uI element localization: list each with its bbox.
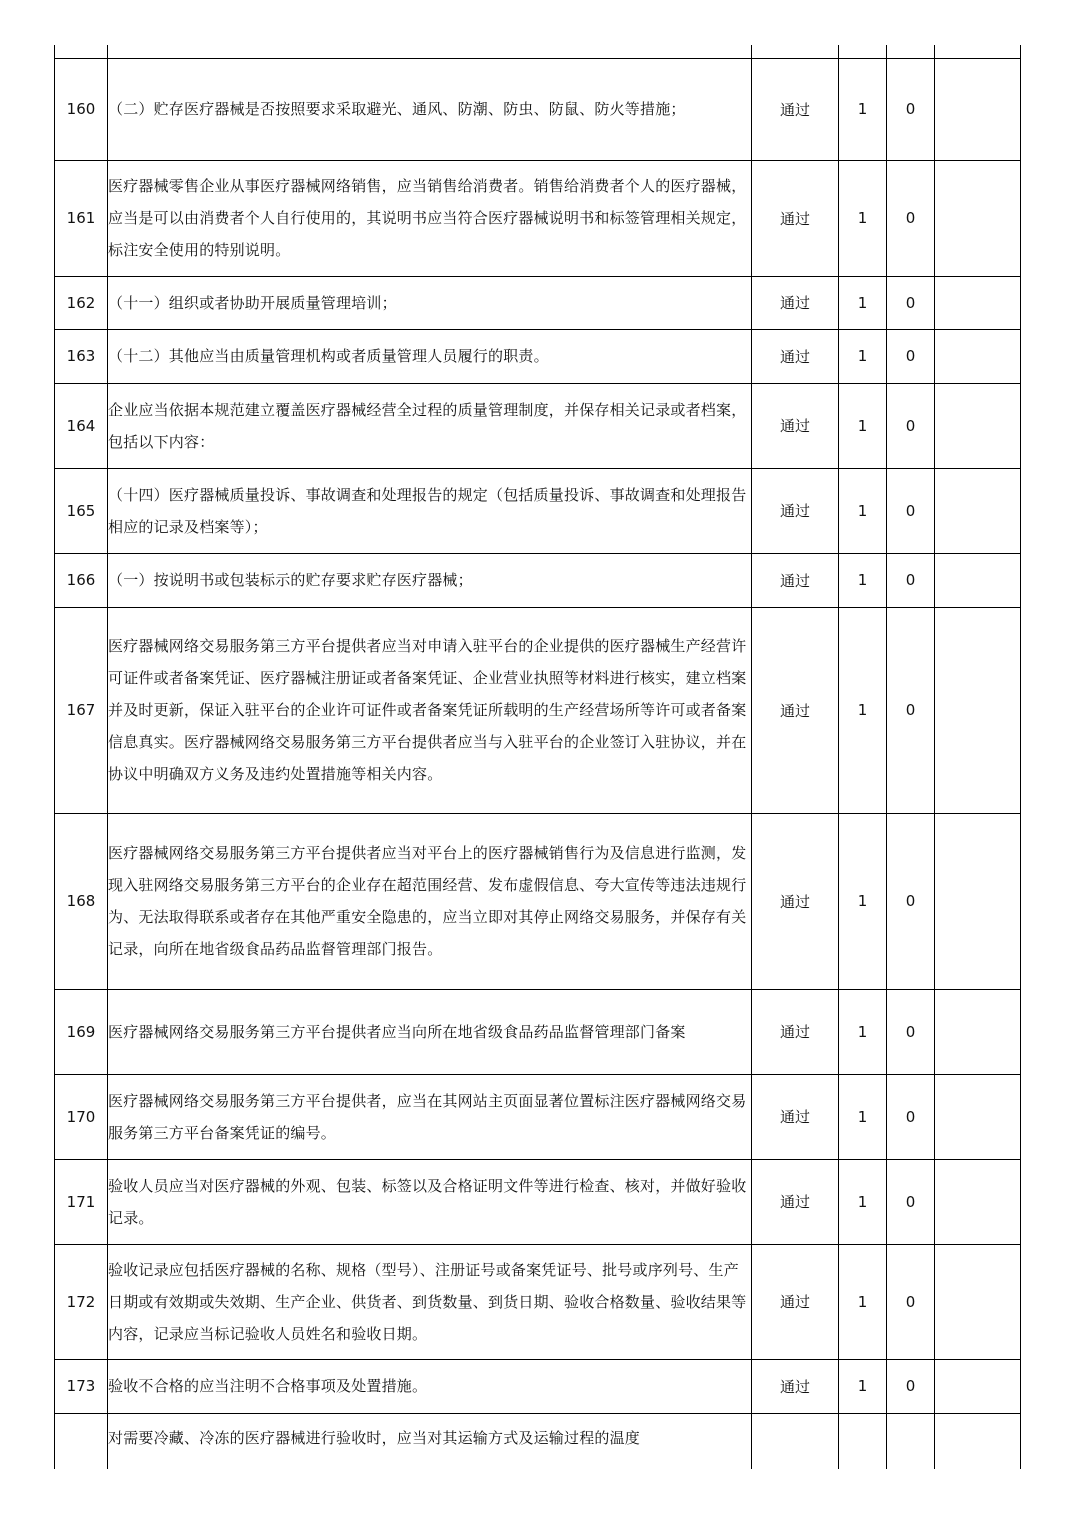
table-row [55, 989, 1021, 1074]
row-result: 通过 [752, 1244, 839, 1359]
row-text: 对需要冷藏、冷冻的医疗器械进行验收时，应当对其运输方式及运输过程的温度 [108, 1413, 752, 1469]
row-deduct: 0 [887, 468, 935, 553]
row-number: 164 [55, 383, 108, 468]
stub-cell [935, 45, 1021, 58]
table-row [55, 383, 1021, 468]
row-note [935, 160, 1021, 276]
row-number: 170 [55, 1074, 108, 1159]
row-note [935, 58, 1021, 160]
table-row [55, 1359, 1021, 1413]
row-text: 医疗器械网络交易服务第三方平台提供者，应当在其网站主页面显著位置标注医疗器械网络交易服务第三方平台备案凭证的编号。 [108, 1074, 752, 1159]
row-note [935, 989, 1021, 1074]
row-deduct [887, 1413, 935, 1469]
row-result: 通过 [752, 276, 839, 329]
stub-cell [108, 45, 752, 58]
row-result: 通过 [752, 329, 839, 383]
row-text: 医疗器械网络交易服务第三方平台提供者应当向所在地省级食品药品监督管理部门备案 [108, 989, 752, 1074]
row-text: 企业应当依据本规范建立覆盖医疗器械经营全过程的质量管理制度，并保存相关记录或者档案，包括以下内容： [108, 383, 752, 468]
row-result: 通过 [752, 383, 839, 468]
row-text: 医疗器械网络交易服务第三方平台提供者应当对平台上的医疗器械销售行为及信息进行监测，发现入驻网络交易服务第三方平台的企业存在超范围经营、发布虚假信息、夸大宣传等违法违规行为、无法取得联系或者存在其他严重安全隐患的，应当立即对其停止网络交易服务，并保存有关记录，向所在地省级食品药品监督管理部门报告。 [108, 813, 752, 989]
row-result: 通过 [752, 1159, 839, 1244]
row-deduct: 0 [887, 1359, 935, 1413]
row-deduct: 0 [887, 1074, 935, 1159]
row-note [935, 329, 1021, 383]
row-number: 168 [55, 813, 108, 989]
row-deduct: 0 [887, 276, 935, 329]
stub-cell [752, 45, 839, 58]
row-text: （二）贮存医疗器械是否按照要求采取避光、通风、防潮、防虫、防鼠、防火等措施； [108, 58, 752, 160]
row-result [752, 1413, 839, 1469]
row-number: 171 [55, 1159, 108, 1244]
row-result: 通过 [752, 1074, 839, 1159]
row-note [935, 1413, 1021, 1469]
row-score: 1 [839, 1159, 887, 1244]
row-text: （一）按说明书或包装标示的贮存要求贮存医疗器械； [108, 553, 752, 607]
row-deduct: 0 [887, 553, 935, 607]
row-note [935, 468, 1021, 553]
row-note [935, 813, 1021, 989]
row-score: 1 [839, 329, 887, 383]
row-score: 1 [839, 989, 887, 1074]
row-number: 161 [55, 160, 108, 276]
row-result: 通过 [752, 160, 839, 276]
row-number: 166 [55, 553, 108, 607]
table-row [55, 1159, 1021, 1244]
row-deduct: 0 [887, 383, 935, 468]
row-result: 通过 [752, 468, 839, 553]
table-row [55, 329, 1021, 383]
row-score [839, 1413, 887, 1469]
row-text: （十二）其他应当由质量管理机构或者质量管理人员履行的职责。 [108, 329, 752, 383]
row-text: 验收记录应包括医疗器械的名称、规格（型号）、注册证号或备案凭证号、批号或序列号、生产日期或有效期或失效期、生产企业、供货者、到货数量、到货日期、验收合格数量、验收结果等内容，记录应当标记验收人员姓名和验收日期。 [108, 1244, 752, 1359]
row-text: （十一）组织或者协助开展质量管理培训； [108, 276, 752, 329]
row-result: 通过 [752, 58, 839, 160]
row-deduct: 0 [887, 160, 935, 276]
row-score: 1 [839, 468, 887, 553]
row-deduct: 0 [887, 1159, 935, 1244]
row-score: 1 [839, 383, 887, 468]
row-text: 验收不合格的应当注明不合格事项及处置措施。 [108, 1359, 752, 1413]
row-number: 160 [55, 58, 108, 160]
row-deduct: 0 [887, 58, 935, 160]
row-deduct: 0 [887, 813, 935, 989]
row-number: 169 [55, 989, 108, 1074]
row-note [935, 276, 1021, 329]
row-deduct: 0 [887, 329, 935, 383]
row-note [935, 383, 1021, 468]
row-result: 通过 [752, 989, 839, 1074]
row-number: 167 [55, 607, 108, 813]
table-row [55, 607, 1021, 813]
table-row [55, 1074, 1021, 1159]
row-number: 162 [55, 276, 108, 329]
stub-cell [839, 45, 887, 58]
row-note [935, 1359, 1021, 1413]
row-number: 173 [55, 1359, 108, 1413]
table-row [55, 58, 1021, 160]
table-row [55, 468, 1021, 553]
row-text: （十四）医疗器械质量投诉、事故调查和处理报告的规定（包括质量投诉、事故调查和处理报告相应的记录及档案等）； [108, 468, 752, 553]
table-row [55, 276, 1021, 329]
row-score: 1 [839, 58, 887, 160]
row-note [935, 607, 1021, 813]
table-row [55, 813, 1021, 989]
row-number: 165 [55, 468, 108, 553]
table-row-partial [55, 1413, 1021, 1469]
row-number [55, 1413, 108, 1469]
row-score: 1 [839, 1359, 887, 1413]
row-number: 172 [55, 1244, 108, 1359]
table-top-stub-row [55, 45, 1021, 58]
row-text: 验收人员应当对医疗器械的外观、包装、标签以及合格证明文件等进行检查、核对，并做好验收记录。 [108, 1159, 752, 1244]
row-score: 1 [839, 160, 887, 276]
row-note [935, 553, 1021, 607]
row-note [935, 1074, 1021, 1159]
table-row [55, 1244, 1021, 1359]
row-score: 1 [839, 276, 887, 329]
table-row [55, 553, 1021, 607]
row-result: 通过 [752, 1359, 839, 1413]
row-score: 1 [839, 553, 887, 607]
stub-cell [55, 45, 108, 58]
row-text: 医疗器械网络交易服务第三方平台提供者应当对申请入驻平台的企业提供的医疗器械生产经营许可证件或者备案凭证、医疗器械注册证或者备案凭证、企业营业执照等材料进行核实，建立档案并及时更新，保证入驻平台的企业许可证件或者备案凭证所载明的生产经营场所等许可或者备案信息真实。医疗器械网络交易服务第三方平台提供者应当与入驻平台的企业签订入驻协议，并在协议中明确双方义务及违约处置措施等相关内容。 [108, 607, 752, 813]
row-note [935, 1159, 1021, 1244]
row-result: 通过 [752, 607, 839, 813]
row-score: 1 [839, 813, 887, 989]
row-number: 163 [55, 329, 108, 383]
row-text: 医疗器械零售企业从事医疗器械网络销售，应当销售给消费者。销售给消费者个人的医疗器械，应当是可以由消费者个人自行使用的，其说明书应当符合医疗器械说明书和标签管理相关规定，标注安全使用的特别说明。 [108, 160, 752, 276]
row-deduct: 0 [887, 1244, 935, 1359]
stub-cell [887, 45, 935, 58]
table-row [55, 160, 1021, 276]
row-result: 通过 [752, 553, 839, 607]
row-score: 1 [839, 607, 887, 813]
inspection-table [54, 45, 1021, 1469]
row-score: 1 [839, 1244, 887, 1359]
row-deduct: 0 [887, 607, 935, 813]
row-result: 通过 [752, 813, 839, 989]
row-deduct: 0 [887, 989, 935, 1074]
row-score: 1 [839, 1074, 887, 1159]
row-note [935, 1244, 1021, 1359]
